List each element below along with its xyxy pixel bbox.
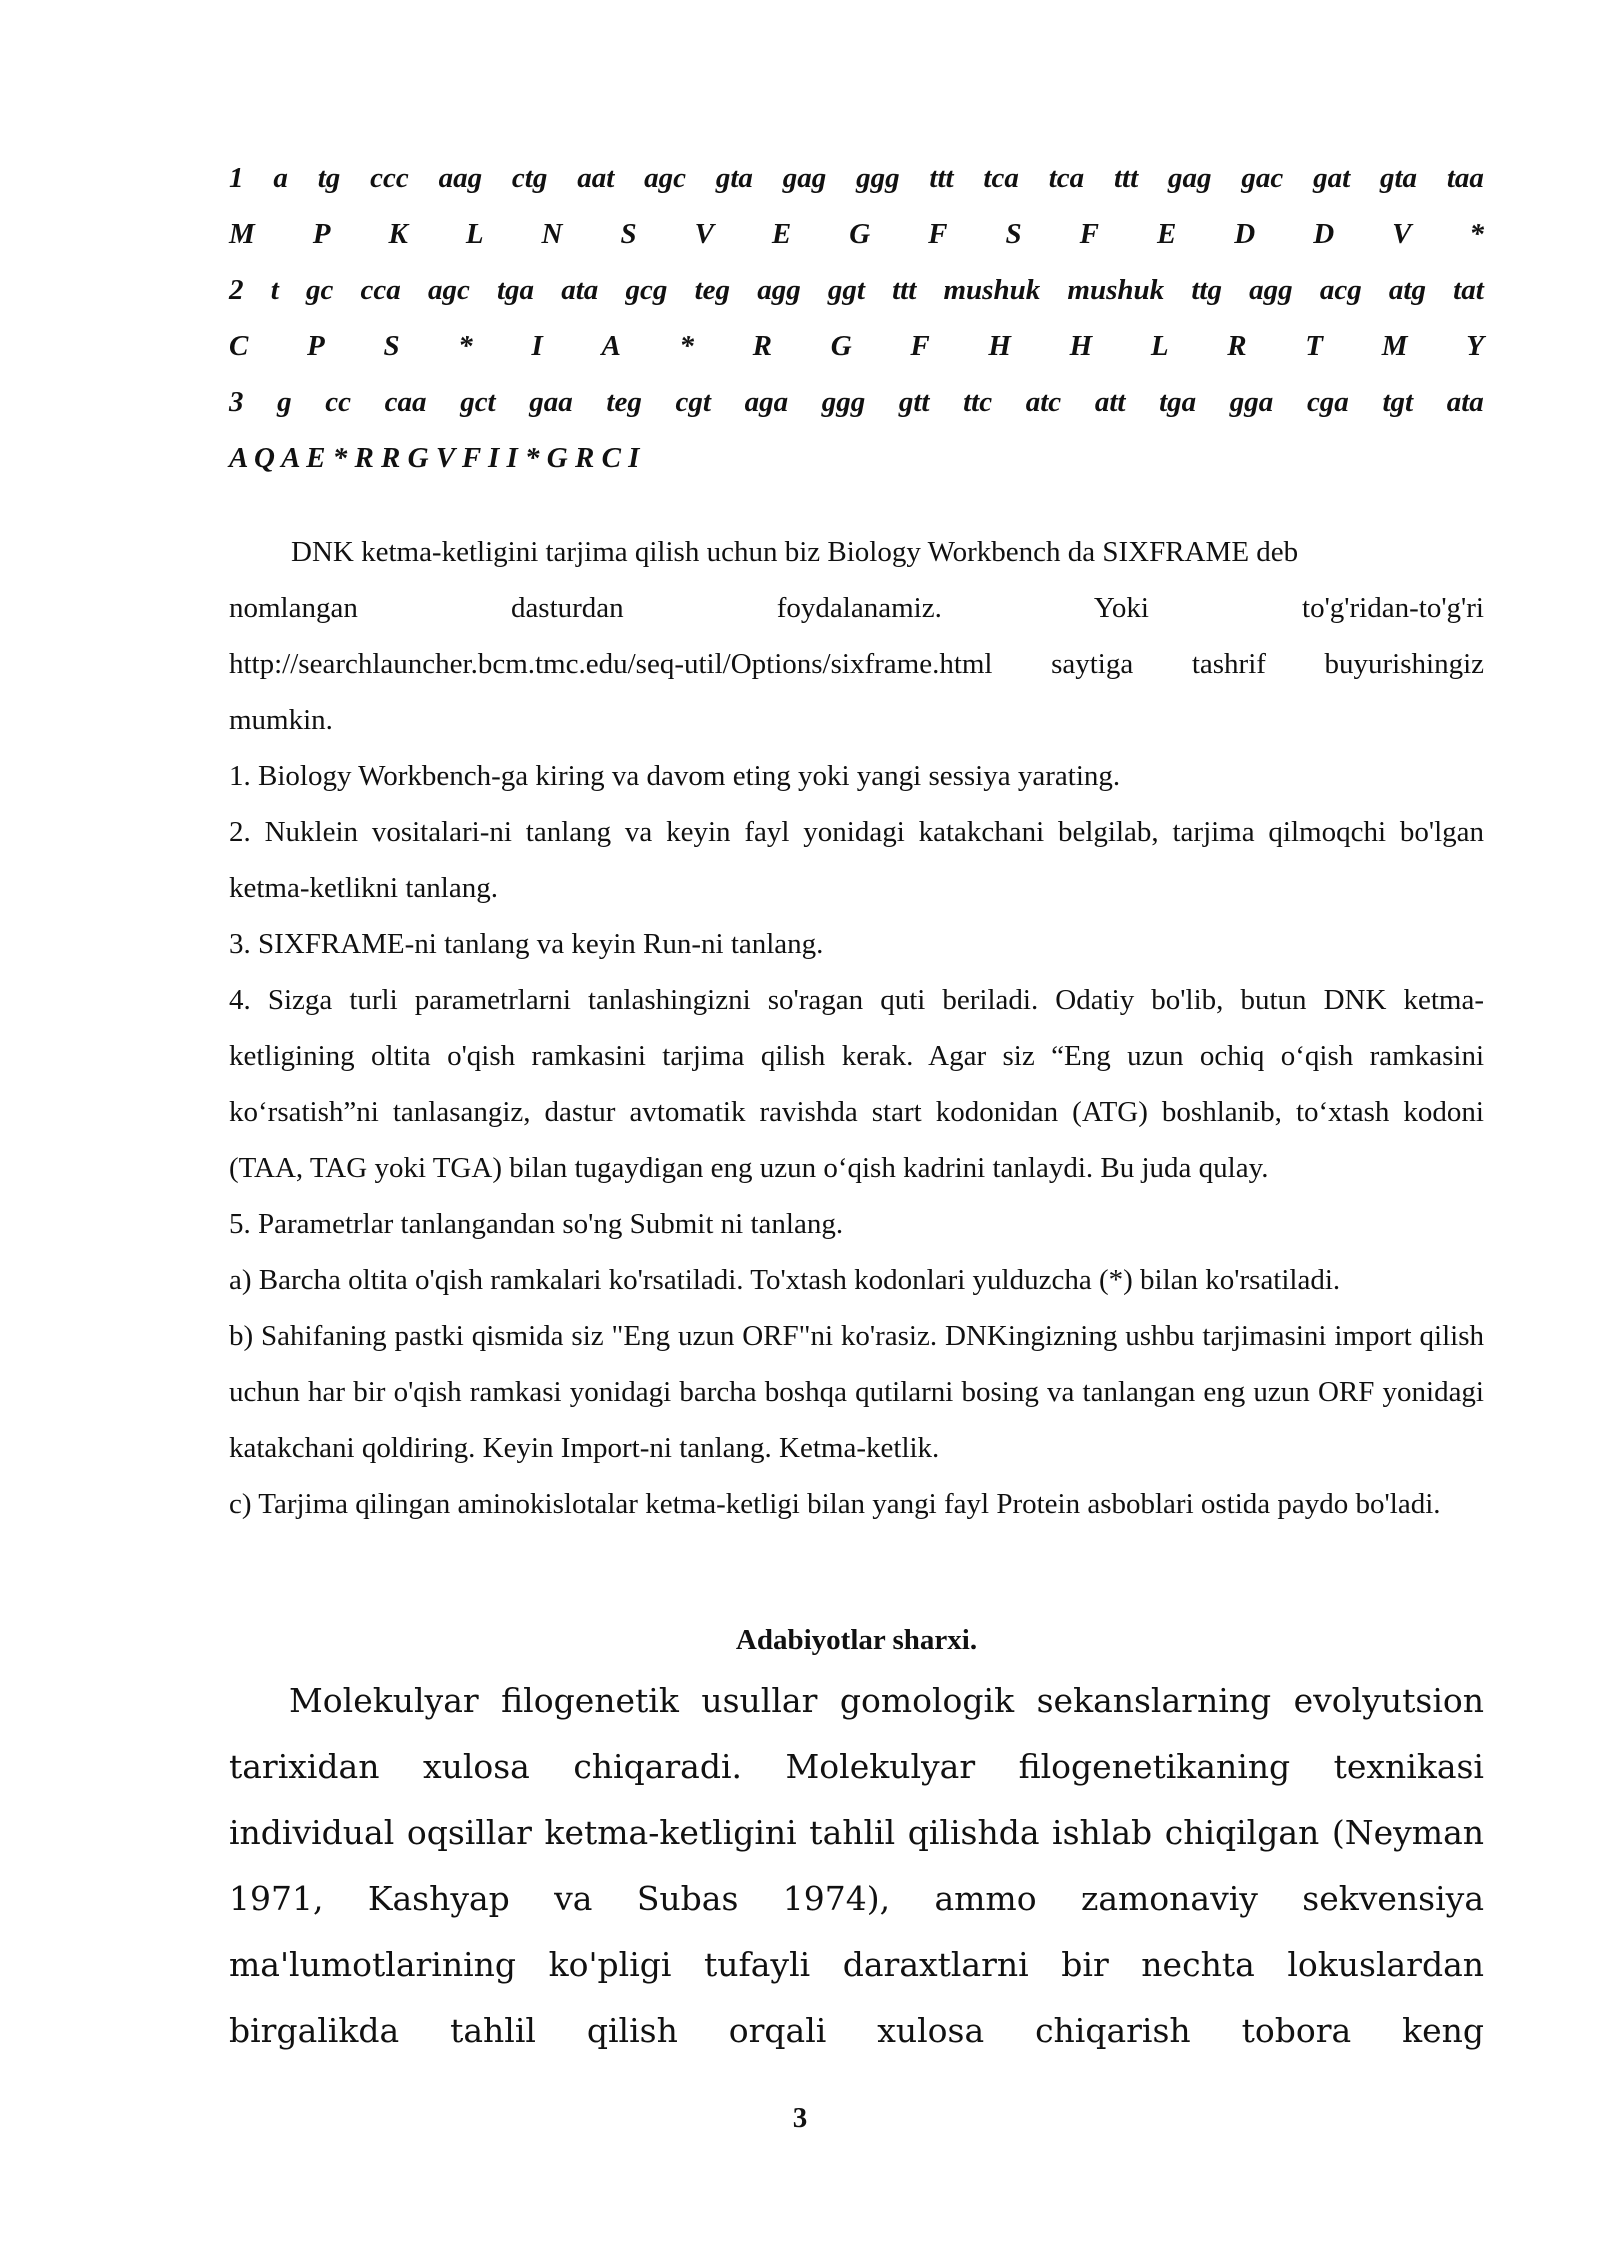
- frame1-aa-token: M: [229, 218, 255, 250]
- intro-line-3: http://searchlauncher.bcm.tmc.edu/seq-util/Options/sixframe.html saytiga tashrif buyurishingiz: [229, 648, 1484, 680]
- frame2-dna-token: ggt: [827, 274, 865, 306]
- intro-line-1: DNK ketma-ketligini tarjima qilish uchun biz Biology Workbench da SIXFRAME deb: [291, 536, 1299, 568]
- frame3-dna-token: g: [277, 386, 292, 418]
- frame2-aa-token: C: [229, 330, 249, 362]
- frame2-dna-row: [229, 262, 1484, 318]
- frame2-dna-token: cca: [360, 274, 401, 306]
- frame3-dna-token: teg: [606, 386, 642, 418]
- frame1-aa-token: E: [1156, 218, 1177, 250]
- instructions-section: [229, 524, 1484, 1532]
- frame1-dna-token: gat: [1313, 162, 1351, 194]
- frame2-aa-token: T: [1305, 330, 1324, 362]
- intro-line-4: mumkin.: [229, 704, 333, 736]
- frame2-aa-token: G: [830, 330, 852, 362]
- page-number: 3: [792, 2102, 808, 2134]
- frame1-protein-row: [229, 206, 1484, 262]
- frame1-dna-token: aat: [577, 162, 615, 194]
- frame3-dna-token: gtt: [898, 386, 930, 418]
- frame1-aa-token: G: [849, 218, 871, 250]
- frame3-dna-token: aga: [744, 386, 789, 418]
- frame2-dna-token: tga: [497, 274, 535, 306]
- frame1-dna-token: 1: [229, 162, 244, 194]
- frame1-aa-token: D: [1234, 218, 1256, 250]
- frame2-dna-token: ttg: [1191, 274, 1222, 306]
- page-content: [229, 150, 1484, 2064]
- frame3-dna-token: gaa: [529, 386, 573, 418]
- frame1-aa-token: P: [312, 218, 331, 250]
- section-heading: Adabiyotlar sharxi.: [735, 1624, 978, 1656]
- frame3-protein-text: A Q A E * R R G V F I I * G R C I: [229, 442, 640, 474]
- frame3-dna-token: tgt: [1382, 386, 1414, 418]
- frame1-dna-token: ttt: [1113, 162, 1139, 194]
- frame1-aa-token: F: [1079, 218, 1099, 250]
- step-a: a) Barcha oltita o'qish ramkalari ko'rsatiladi. To'xtash kodonlari yulduzcha (*) bilan ko'rsatiladi.: [229, 1264, 1341, 1296]
- frame3-dna-token: ttc: [963, 386, 993, 418]
- frame2-aa-token: H: [988, 330, 1011, 362]
- frame2-dna-token: teg: [694, 274, 730, 306]
- frame1-aa-token: D: [1313, 218, 1335, 250]
- frame2-aa-token: I: [531, 330, 543, 362]
- frame2-dna-token: tat: [1453, 274, 1484, 306]
- frame2-dna-token: ata: [561, 274, 599, 306]
- step-2: 2. Nuklein vositalari-ni tanlang va keyin fayl yonidagi katakchani belgilab, tarjima qilmoqchi bo'lgan ketma-ketlikni tanlang.: [229, 816, 1484, 904]
- frame2-aa-token: *: [679, 330, 694, 362]
- frame2-dna-token: gc: [305, 274, 334, 306]
- frame2-dna-token: ttt: [892, 274, 917, 306]
- frame1-dna-token: tca: [1048, 162, 1085, 194]
- frame2-aa-token: M: [1381, 330, 1408, 362]
- frame2-dna-token: 2: [229, 274, 244, 306]
- frame2-dna-token: mushuk: [943, 274, 1041, 306]
- frame1-dna-token: agc: [644, 162, 686, 194]
- frame2-aa-token: *: [458, 330, 473, 362]
- step-3: 3. SIXFRAME-ni tanlang va keyin Run-ni tanlang.: [229, 928, 824, 960]
- frame2-protein-row: [229, 318, 1484, 374]
- frame3-dna-token: tga: [1159, 386, 1197, 418]
- frame2-aa-token: F: [910, 330, 930, 362]
- frame3-dna-token: cga: [1306, 386, 1349, 418]
- frame1-aa-token: E: [771, 218, 792, 250]
- frame2-aa-token: H: [1069, 330, 1093, 362]
- frame2-dna-token: agc: [427, 274, 470, 306]
- frame1-aa-token: V: [694, 218, 714, 250]
- frame2-dna-token: acg: [1319, 274, 1362, 306]
- frame1-aa-token: F: [928, 218, 948, 250]
- frame1-aa-token: V: [1392, 218, 1412, 250]
- frame1-dna-token: gta: [1379, 162, 1418, 194]
- frame3-dna-token: 3: [229, 386, 244, 418]
- frame1-dna-token: tg: [317, 162, 341, 194]
- frame3-dna-row: [229, 374, 1484, 430]
- frame3-dna-token: gct: [460, 386, 496, 418]
- frame1-dna-token: ctg: [511, 162, 548, 194]
- frame2-dna-token: agg: [1249, 274, 1293, 306]
- frame2-dna-token: t: [270, 274, 279, 306]
- frame1-aa-token: S: [620, 218, 637, 250]
- frame2-aa-token: Y: [1466, 330, 1484, 362]
- step-b: b) Sahifaning pastki qismida siz "Eng uzun ORF"ni ko'rasiz. DNKingizning ushbu tarjimasini import qilish uchun har bir o'qish ramkasi yonidagi barcha boshqa qutilarni bosing va tanlangan eng uzun ORF yonidagi katakchani qoldiring. Keyin Import-ni tanlang. Ketma-ketlik.: [229, 1320, 1484, 1464]
- frame3-dna-token: gga: [1229, 386, 1274, 418]
- frame2-aa-token: P: [307, 330, 325, 362]
- frame2-aa-token: R: [752, 330, 772, 362]
- frame2-aa-token: S: [383, 330, 400, 362]
- frame1-dna-token: gac: [1241, 162, 1284, 194]
- frame2-dna-token: mushuk: [1067, 274, 1165, 306]
- frame2-aa-token: A: [601, 330, 621, 362]
- frame1-dna-token: a: [273, 162, 288, 194]
- frame1-dna-token: ttt: [929, 162, 954, 194]
- frame1-aa-token: N: [541, 218, 563, 250]
- frame3-dna-token: cc: [325, 386, 352, 418]
- frame1-dna-row: [229, 150, 1484, 206]
- step-c: c) Tarjima qilingan aminokislotalar ketma-ketligi bilan yangi fayl Protein asboblari ostida paydo bo'ladi.: [229, 1488, 1441, 1520]
- frame3-dna-token: att: [1094, 386, 1126, 418]
- frame1-aa-token: S: [1005, 218, 1022, 250]
- frame1-aa-token: L: [465, 218, 484, 250]
- frame1-dna-token: taa: [1446, 162, 1484, 194]
- frame3-dna-token: cgt: [675, 386, 711, 418]
- frame3-dna-token: ata: [1446, 386, 1484, 418]
- frame3-dna-token: ggg: [821, 386, 866, 418]
- frame2-dna-token: gcg: [625, 274, 668, 306]
- frame1-dna-token: aag: [438, 162, 483, 194]
- frame2-aa-token: R: [1227, 330, 1247, 362]
- step-1: 1. Biology Workbench-ga kiring va davom eting yoki yangi sessiya yarating.: [229, 760, 1121, 792]
- frame1-dna-token: gag: [782, 162, 827, 194]
- frame1-dna-token: tca: [983, 162, 1019, 194]
- frame1-dna-token: ccc: [370, 162, 409, 194]
- step-5: 5. Parametrlar tanlangandan so'ng Submit ni tanlang.: [229, 1208, 844, 1240]
- frame2-dna-token: atg: [1388, 274, 1426, 306]
- frame1-aa-token: K: [388, 218, 408, 250]
- literature-review-paragraph: Molekulyar filogenetik usullar gomologik sekanslarning evolyutsion tarixidan xulosa chiqaradi. Molekulyar filogenetikaning texnikasi individual oqsillar ketma-ketligini tahlil qilishda ishlab chiqilgan (Neyman 1971, Kashyap va Subas 1974), ammo zamonaviy sekvensiya ma'lumotlarining ko'pligi tufayli daraxtlarni bir nechta lokuslardan birgalikda tahlil qilish orqali xulosa chiqarish tobora keng: [229, 1681, 1484, 2050]
- frame3-protein-row: [229, 430, 1484, 486]
- frame2-dna-token: agg: [757, 274, 801, 306]
- frame3-dna-token: caa: [384, 386, 427, 418]
- frame1-aa-token: *: [1469, 218, 1484, 250]
- intro-line-2: nomlangan dasturdan foydalanamiz. Yoki to'g'ridan-to'g'ri: [229, 592, 1484, 624]
- step-4: 4. Sizga turli parametrlarni tanlashingizni so'ragan quti beriladi. Odatiy bo'lib, butun DNK ketma-ketligining oltita o'qish ramkasini tarjima qilish kerak. Agar siz “Eng uzun ochiq oʻqish ramkasini koʻrsatish”ni tanlasangiz, dastur avtomatik ravishda start kodonidan (ATG) boshlanib, toʻxtash kodoni (TAA, TAG yoki TGA) bilan tugaydigan eng uzun oʻqish kadrini tanlaydi. Bu juda qulay.: [229, 984, 1484, 1184]
- frame1-dna-token: ggg: [856, 162, 900, 194]
- frame1-dna-token: gta: [715, 162, 753, 194]
- frame3-dna-token: atc: [1025, 386, 1062, 418]
- frame1-dna-token: gag: [1168, 162, 1212, 194]
- frame2-aa-token: L: [1150, 330, 1169, 362]
